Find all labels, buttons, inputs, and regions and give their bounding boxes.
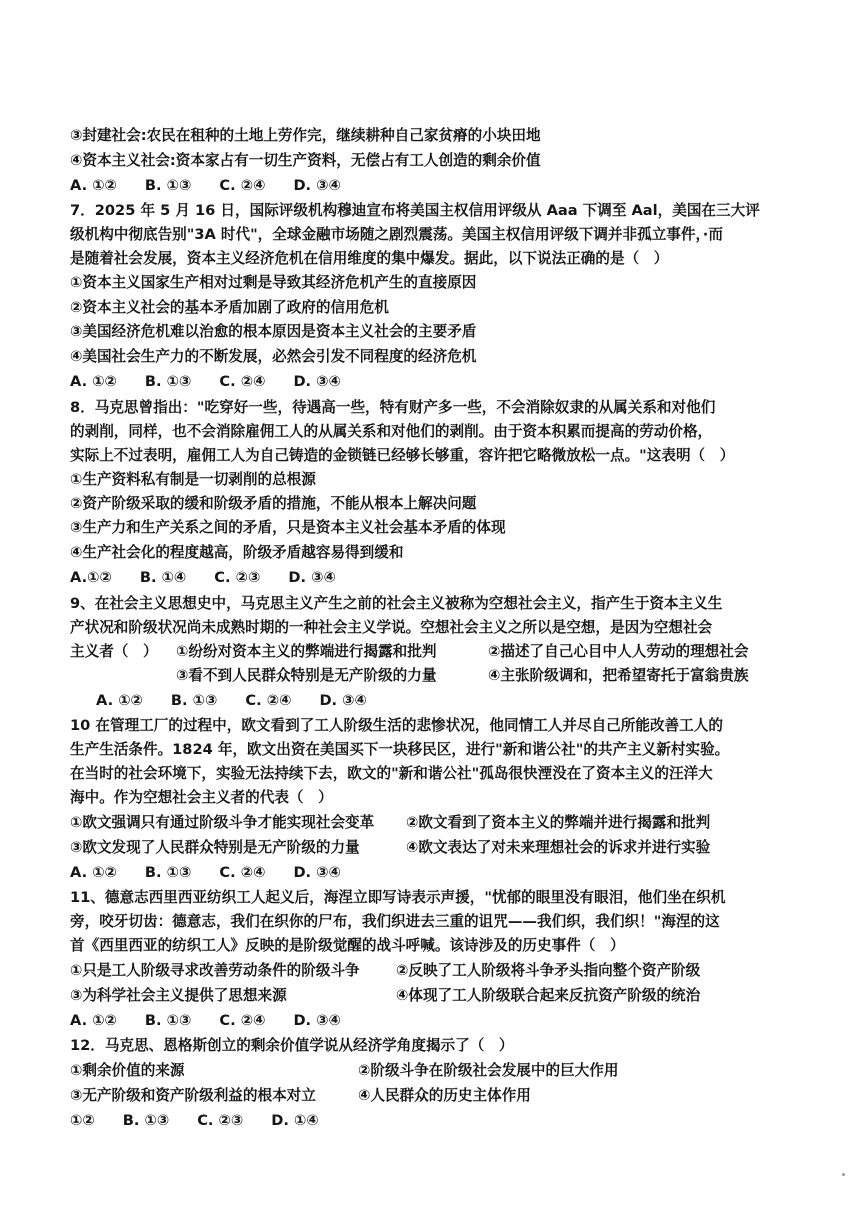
option-c[interactable]: C. ②③ — [197, 1112, 244, 1129]
q11-item-2: ②反映了工人阶级将斗争矛头指向整个资产阶级 — [396, 962, 701, 979]
q9-row-1 — [70, 640, 840, 664]
q10-item-2: ②欧文看到了资本主义的弊端并进行揭露和批判 — [406, 814, 711, 831]
option-b[interactable]: B. ①③ — [144, 373, 192, 390]
option-c[interactable]: C. ②④ — [219, 373, 266, 390]
prev-item-4: ④资本主义社会:资本家占有一切生产资料，无偿占有工人创造的剩余价值 — [70, 152, 541, 169]
q10-stem-line-3: 在当时的社会环境下，实验无法持续下去，欧文的"新和谐公社"孤岛很快湮没在了资本主义的汪洋大 — [70, 765, 713, 782]
option-b[interactable]: B. ①③ — [144, 177, 192, 194]
q9-options — [96, 689, 866, 713]
option-a[interactable]: A.①② — [70, 569, 112, 586]
option-d[interactable]: D. ③④ — [293, 864, 341, 881]
q12-item-2: ②阶级斗争在阶级社会发展中的巨大作用 — [358, 1062, 619, 1079]
q12-row-2 — [70, 1084, 840, 1108]
q9-row-2 — [70, 664, 840, 688]
option-c[interactable]: C. ②④ — [219, 1012, 266, 1029]
q8-item-2: ②资产阶级采取的缓和阶级矛盾的措施，不能从根本上解决问题 — [70, 495, 477, 512]
option-b[interactable]: B. ①③ — [144, 1012, 192, 1029]
q8-stem-line-1: 8．马克思曾指出："吃穿好一些，待遇高一些，特有财产多一些，不会消除奴隶的从属关系和对他们 — [70, 399, 716, 416]
q7-item-2: ②资本主义社会的基本矛盾加剧了政府的信用危机 — [70, 299, 389, 316]
option-b[interactable]: B. ①③ — [122, 1112, 170, 1129]
option-c[interactable]: C. ②④ — [219, 864, 266, 881]
option-a[interactable]: A. ①② — [70, 1012, 117, 1029]
q9-stem-line-2: 产状况和阶级状况尚未成熟时期的一种社会主义学说。空想社会主义之所以是空想，是因为空想社会 — [70, 619, 713, 636]
q7-item-4: ④美国社会生产力的不断发展，必然会引发不同程度的经济危机 — [70, 348, 477, 365]
option-c[interactable]: C. ②④ — [219, 177, 266, 194]
q11-row-1 — [70, 959, 840, 983]
q8-item-3: ③生产力和生产关系之间的矛盾，只是资本主义社会基本矛盾的体现 — [70, 519, 506, 536]
option-b[interactable]: B. ①③ — [170, 692, 218, 709]
q7-stem-line-1: 7．2025 年 5 月 16 日，国际评级机构穆迪宣布将美国主权信用评级从 Aaa 下调至 Aal，美国在三大评 — [70, 202, 760, 219]
option-a[interactable]: A. ①② — [70, 864, 117, 881]
q8-stem-line-2: 的剥削，同样，也不会消除雇佣工人的从属关系和对他们的剥削。由于资本积累而提高的劳动价格， — [70, 423, 713, 440]
q8-item-1: ①生产资料私有制是一切剥削的总根源 — [70, 471, 316, 488]
q11-options — [70, 1009, 840, 1033]
q10-item-4: ④欧文表达了对未来理想社会的诉求并进行实验 — [406, 839, 711, 856]
q10-options — [70, 861, 840, 885]
q11-item-4: ④体现了工人阶级联合起来反抗资产阶级的统治 — [396, 987, 701, 1004]
q9-stem-line-1: 9、在社会主义思想史中，马克思主义产生之前的社会主义被称为空想社会主义，指产生于资本主义生 — [70, 595, 723, 612]
q11-item-1: ①只是工人阶级寻求改善劳动条件的阶级斗争 — [70, 962, 360, 979]
option-d[interactable]: D. ③④ — [293, 1012, 341, 1029]
q11-item-3: ③为科学社会主义提供了思想来源 — [70, 987, 287, 1004]
q10-stem-line-4: 海中。作为空想社会主义者的代表（ ） — [70, 789, 333, 806]
q7-item-1: ①资本主义国家生产相对过剩是导致其经济危机产生的直接原因 — [70, 274, 477, 291]
option-c[interactable]: C. ②③ — [214, 569, 261, 586]
q12-stem-line-1: 12．马克思、恩格斯创立的剩余价值学说从经济学角度揭示了（ ） — [70, 1037, 514, 1054]
q11-stem-line-1: 11、德意志西里西亚纺织工人起义后，海涅立即写诗表示声援，"忧郁的眼里没有眼泪，他们坐在织机 — [70, 889, 726, 906]
option-d[interactable]: D. ③④ — [293, 373, 341, 390]
q11-stem-line-3: 首《西里西亚的纺织工人》反映的是阶级觉醒的战斗呼喊。该诗涉及的历史事件（ ） — [70, 937, 625, 954]
q7-stem-line-3: 是随着社会发展，资本主义经济危机在信用维度的集中爆发。据此，以下说法正确的是（ ） — [70, 250, 669, 267]
q11-stem-line-2: 旁，咬牙切齿：德意志，我们在织你的尸布，我们织进去三重的诅咒——我们织，我们织！"海涅的这 — [70, 913, 720, 930]
q9-item-4: ④主张阶级调和，把希望寄托于富翁贵族 — [488, 667, 749, 684]
option-d[interactable]: D. ①④ — [271, 1112, 319, 1129]
q12-item-1: ①剩余价值的来源 — [70, 1062, 185, 1079]
q9-item-1: ①纷纷对资本主义的弊端进行揭露和批判 — [176, 643, 437, 660]
q8-options — [70, 566, 840, 590]
q12-row-1 — [70, 1059, 840, 1083]
prev-options — [70, 174, 840, 198]
option-a[interactable]: A. ①② — [70, 177, 117, 194]
q12-item-4: ④人民群众的历史主体作用 — [358, 1087, 531, 1104]
option-c[interactable]: C. ②④ — [245, 692, 292, 709]
option-a[interactable]: A. ①② — [70, 373, 117, 390]
q8-item-4: ④生产社会化的程度越高，阶级矛盾越容易得到缓和 — [70, 544, 404, 561]
q7-stem-line-2: 级机构中彻底告别"3A 时代"，全球金融市场随之剧烈震荡。美国主权信用评级下调并非孤立事件，·而 — [70, 226, 723, 243]
q9-lead: 主义者（ ） — [70, 643, 158, 660]
q7-item-3: ③美国经济危机难以治愈的根本原因是资本主义社会的主要矛盾 — [70, 323, 477, 340]
option-d[interactable]: D. ③④ — [293, 177, 341, 194]
q10-row-2 — [70, 836, 840, 860]
q10-item-1: ①欧文强调只有通过阶级斗争才能实现社会变革 — [70, 814, 375, 831]
q11-row-2 — [70, 984, 840, 1008]
option-b[interactable]: B. ①④ — [139, 569, 187, 586]
q8-stem-line-3: 实际上不过表明，雇佣工人为自己铸造的金锁链已经够长够重，容许把它略微放松一点。"这表明（ ） — [70, 447, 735, 464]
q9-item-3: ③看不到人民群众特别是无产阶级的力量 — [176, 667, 437, 684]
q9-item-2: ②描述了自己心目中人人劳动的理想社会 — [488, 643, 749, 660]
q10-stem-line-2: 生产生活条件。1824 年，欧文出资在美国买下一块移民区，进行"新和谐公社"的共产主义新村实验。 — [70, 741, 730, 758]
scan-speck — [842, 1173, 845, 1176]
option-d[interactable]: D. ③④ — [319, 692, 367, 709]
q12-item-3: ③无产阶级和资产阶级利益的根本对立 — [70, 1087, 316, 1104]
q12-options — [70, 1109, 840, 1133]
q10-item-3: ③欧文发现了人民群众特别是无产阶级的力量 — [70, 839, 360, 856]
option-d[interactable]: D. ③④ — [288, 569, 336, 586]
prev-item-3: ③封建社会:农民在租种的土地上劳作完，继续耕种自己家贫瘠的小块田地 — [70, 127, 541, 144]
q10-row-1 — [70, 811, 840, 835]
q10-stem-line-1: 10 在管理工厂的过程中，欧文看到了工人阶级生活的悲惨状况，他同情工人并尽自己所能改善工人的 — [70, 717, 723, 734]
option-a[interactable]: ①② — [70, 1112, 95, 1129]
q7-options — [70, 370, 840, 394]
option-a[interactable]: A. ①② — [96, 692, 143, 709]
option-b[interactable]: B. ①③ — [144, 864, 192, 881]
